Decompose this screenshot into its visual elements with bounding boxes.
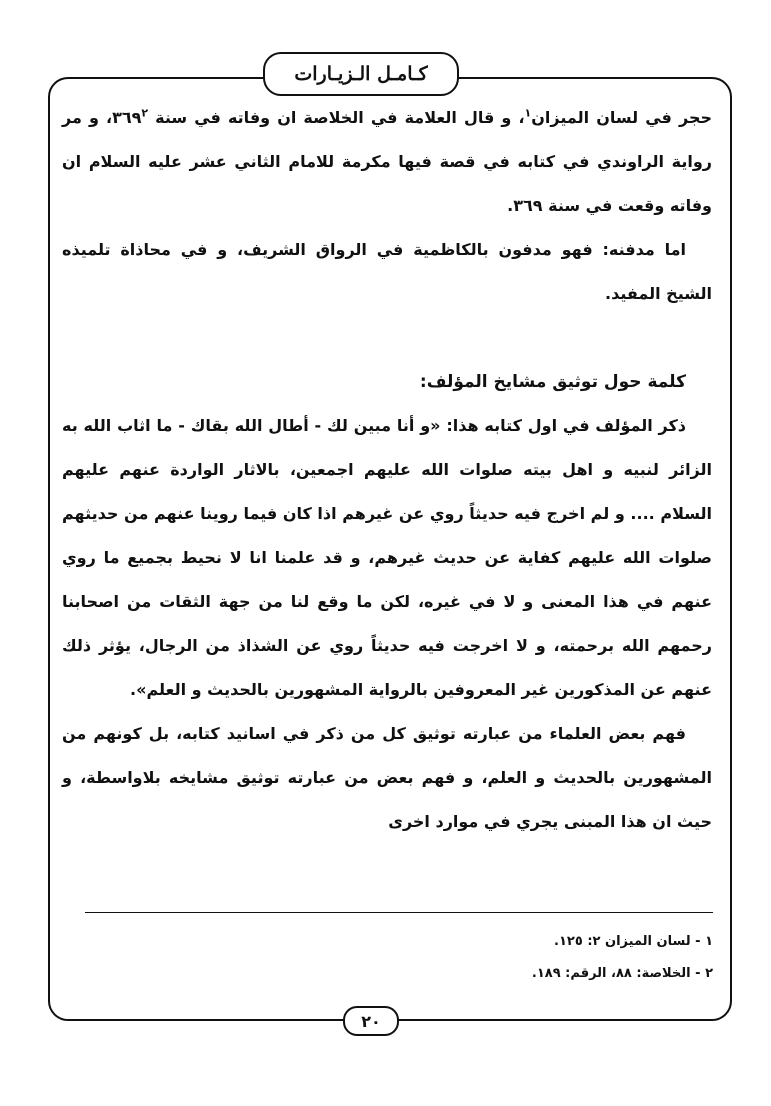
paragraph-1-part-b: ، و قال العلامة في الخلاصة ان وفاته في سنة ٣٦٩	[112, 108, 525, 127]
footnote-1: ١ - لسان الميزان ٢: ١٢٥.	[554, 934, 713, 949]
footnote-ref-1: ١	[524, 106, 532, 120]
paragraph-1-part-a: حجر في لسان الميزان	[531, 108, 713, 127]
page-number: ٢٠	[343, 1006, 399, 1036]
footnotes	[85, 926, 713, 990]
paragraph-4: فهم بعض العلماء من عبارته توثيق كل من ذكر في اسانيد كتابه، بل كونهم من المشهورين بالحديث و العلم، و فهم بعض من عبارته توثيق مشايخه بلاواسطة، و حيث ان هذا المبنى يجري في موارد اخرى	[62, 724, 712, 831]
paragraph-2: اما مدفنه: فهو مدفون بالكاظمية في الرواق الشريف، و في محاذاة تلميذه الشيخ المفيد.	[62, 240, 712, 303]
footnote-2: ٢ - الخلاصة: ٨٨، الرقم: ١٨٩.	[531, 966, 713, 981]
running-header: كـامـل الـزيـارات	[263, 52, 459, 96]
footnote-ref-2: ٢	[141, 106, 149, 120]
blank-line	[62, 316, 712, 360]
paragraph-1-part-c: ، و مر رواية الراوندي في كتابه في قصة فيها مكرمة للامام الثاني عشر عليه السلام ان وفاته وقعت في سنة ٣٦٩.	[62, 108, 712, 215]
paragraph-3: ذكر المؤلف في اول كتابه هذا: «و أنا مبين لك - أطال الله بقاك - ما اثاب الله به الزائر لنبيه و اهل بيته صلوات الله عليهم اجمعين، بالاثار الواردة عنهم عليهم السلام .... و لم اخرج فيه حديثاً روي عن غيرهم اذا كان فيما روينا عنهم من حديثهم صلوات الله عليهم كفاية عن حديث غيرهم، و قد علمنا انا لا نحيط بجميع ما روي عنهم في هذا المعنى و لا في غيره، لكن ما وقع لنا من جهة الثقات من اصحابنا رحمهم الله برحمته، و لا اخرجت فيه حديثاً روي عن الشذاذ من الرجال، يؤثر ذلك عنهم عن المذكورين غير المعروفين بالرواية المشهورين بالحديث و العلم».	[62, 416, 712, 699]
paragraph-1	[62, 96, 712, 228]
main-text	[62, 96, 712, 844]
section-heading: كلمة حول توثيق مشايخ المؤلف:	[419, 372, 686, 392]
footnote-divider	[85, 912, 713, 913]
